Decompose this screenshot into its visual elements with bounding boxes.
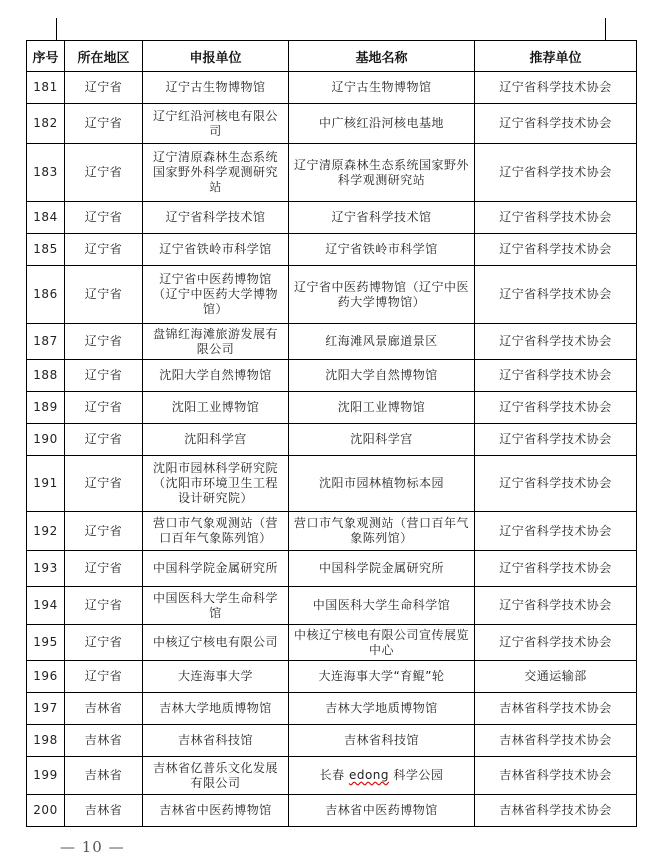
table-row (27, 512, 637, 551)
row-applicant: 吉林省中医药博物馆 (143, 795, 289, 827)
row-recommender: 辽宁省科学技术协会 (475, 360, 637, 392)
table-row (27, 725, 637, 757)
row-recommender: 辽宁省科学技术协会 (475, 104, 637, 144)
row-recommender: 辽宁省科学技术协会 (475, 625, 637, 661)
row-seq: 197 (27, 693, 65, 725)
base-list-table (26, 40, 637, 827)
row-region: 辽宁省 (65, 72, 143, 104)
row-region: 辽宁省 (65, 587, 143, 625)
table-row (27, 551, 637, 587)
row-applicant: 吉林省科技馆 (143, 725, 289, 757)
row-base: 吉林大学地质博物馆 (289, 693, 475, 725)
row-region: 辽宁省 (65, 551, 143, 587)
row-applicant: 沈阳市园林科学研究院（沈阳市环境卫生工程设计研究院） (143, 456, 289, 512)
row-recommender: 辽宁省科学技术协会 (475, 144, 637, 202)
row-applicant: 吉林省亿普乐文化发展有限公司 (143, 757, 289, 795)
header-base: 基地名称 (289, 41, 475, 72)
row-base: 辽宁清原森林生态系统国家野外科学观测研究站 (289, 144, 475, 202)
row-seq: 187 (27, 324, 65, 360)
row-base: 沈阳市园林植物标本园 (289, 456, 475, 512)
row-base: 沈阳科学宫 (289, 424, 475, 456)
row-applicant: 沈阳科学宫 (143, 424, 289, 456)
row-region: 辽宁省 (65, 234, 143, 266)
row-seq: 194 (27, 587, 65, 625)
row-recommender: 吉林省科学技术协会 (475, 725, 637, 757)
row-recommender: 辽宁省科学技术协会 (475, 266, 637, 324)
table-header-row (27, 41, 637, 72)
row-region: 辽宁省 (65, 266, 143, 324)
row-seq: 181 (27, 72, 65, 104)
row-recommender: 吉林省科学技术协会 (475, 757, 637, 795)
header-applicant: 申报单位 (143, 41, 289, 72)
base-suffix: 科学公园 (389, 768, 444, 782)
row-base (289, 757, 475, 795)
row-base: 吉林省科技馆 (289, 725, 475, 757)
header-recommender: 推荐单位 (475, 41, 637, 72)
table-row (27, 324, 637, 360)
table-row (27, 587, 637, 625)
row-base: 大连海事大学“育鲲”轮 (289, 661, 475, 693)
table-row (27, 693, 637, 725)
crop-mark-right (605, 18, 606, 40)
row-seq: 186 (27, 266, 65, 324)
row-applicant: 盘锦红海滩旅游发展有限公司 (143, 324, 289, 360)
row-seq: 195 (27, 625, 65, 661)
row-recommender: 吉林省科学技术协会 (475, 795, 637, 827)
row-base: 辽宁省中医药博物馆（辽宁中医药大学博物馆） (289, 266, 475, 324)
row-recommender: 辽宁省科学技术协会 (475, 587, 637, 625)
row-region: 辽宁省 (65, 104, 143, 144)
row-applicant: 中国医科大学生命科学馆 (143, 587, 289, 625)
table-row (27, 234, 637, 266)
row-region: 辽宁省 (65, 625, 143, 661)
table-row (27, 795, 637, 827)
row-base: 红海滩风景廊道景区 (289, 324, 475, 360)
row-applicant: 辽宁省科学技术馆 (143, 202, 289, 234)
row-recommender: 吉林省科学技术协会 (475, 693, 637, 725)
table-row (27, 202, 637, 234)
row-seq: 199 (27, 757, 65, 795)
row-recommender: 辽宁省科学技术协会 (475, 424, 637, 456)
row-recommender: 辽宁省科学技术协会 (475, 551, 637, 587)
spellcheck-marked-word: edong (348, 768, 390, 782)
row-base: 辽宁省铁岭市科学馆 (289, 234, 475, 266)
row-recommender: 辽宁省科学技术协会 (475, 324, 637, 360)
table-row (27, 456, 637, 512)
base-prefix: 长春 (319, 768, 349, 782)
row-base: 中国医科大学生命科学馆 (289, 587, 475, 625)
row-region: 辽宁省 (65, 360, 143, 392)
row-region: 辽宁省 (65, 202, 143, 234)
row-recommender: 辽宁省科学技术协会 (475, 512, 637, 551)
row-base: 中核辽宁核电有限公司宣传展览中心 (289, 625, 475, 661)
row-applicant: 辽宁省中医药博物馆（辽宁中医药大学博物馆） (143, 266, 289, 324)
table-row (27, 757, 637, 795)
row-base: 沈阳工业博物馆 (289, 392, 475, 424)
crop-mark-left (56, 18, 57, 40)
row-applicant: 中国科学院金属研究所 (143, 551, 289, 587)
row-recommender: 辽宁省科学技术协会 (475, 72, 637, 104)
row-seq: 189 (27, 392, 65, 424)
row-recommender: 交通运输部 (475, 661, 637, 693)
row-seq: 193 (27, 551, 65, 587)
table-row (27, 72, 637, 104)
row-base: 吉林省中医药博物馆 (289, 795, 475, 827)
row-seq: 185 (27, 234, 65, 266)
row-seq: 196 (27, 661, 65, 693)
row-applicant: 辽宁红沿河核电有限公司 (143, 104, 289, 144)
row-region: 辽宁省 (65, 424, 143, 456)
row-region: 吉林省 (65, 693, 143, 725)
row-region: 吉林省 (65, 757, 143, 795)
row-applicant: 辽宁省铁岭市科学馆 (143, 234, 289, 266)
row-applicant: 吉林大学地质博物馆 (143, 693, 289, 725)
row-applicant: 营口市气象观测站（营口百年气象陈列馆） (143, 512, 289, 551)
row-base: 辽宁古生物博物馆 (289, 72, 475, 104)
page-number: — 10 — (60, 838, 125, 856)
table-row (27, 625, 637, 661)
row-applicant: 辽宁清原森林生态系统国家野外科学观测研究站 (143, 144, 289, 202)
row-region: 辽宁省 (65, 661, 143, 693)
row-base: 中国科学院金属研究所 (289, 551, 475, 587)
row-recommender: 辽宁省科学技术协会 (475, 392, 637, 424)
row-seq: 192 (27, 512, 65, 551)
header-region: 所在地区 (65, 41, 143, 72)
row-base: 中广核红沿河核电基地 (289, 104, 475, 144)
table-row (27, 661, 637, 693)
row-recommender: 辽宁省科学技术协会 (475, 202, 637, 234)
row-seq: 184 (27, 202, 65, 234)
row-seq: 191 (27, 456, 65, 512)
table-row (27, 104, 637, 144)
row-seq: 190 (27, 424, 65, 456)
row-seq: 200 (27, 795, 65, 827)
row-region: 辽宁省 (65, 512, 143, 551)
row-region: 辽宁省 (65, 144, 143, 202)
row-seq: 198 (27, 725, 65, 757)
row-seq: 188 (27, 360, 65, 392)
row-recommender: 辽宁省科学技术协会 (475, 456, 637, 512)
header-seq: 序号 (27, 41, 65, 72)
table-row (27, 424, 637, 456)
row-applicant: 中核辽宁核电有限公司 (143, 625, 289, 661)
row-region: 吉林省 (65, 795, 143, 827)
table-row (27, 392, 637, 424)
row-region: 辽宁省 (65, 456, 143, 512)
row-base: 沈阳大学自然博物馆 (289, 360, 475, 392)
row-base: 营口市气象观测站（营口百年气象陈列馆） (289, 512, 475, 551)
table-row (27, 266, 637, 324)
row-region: 辽宁省 (65, 324, 143, 360)
row-seq: 183 (27, 144, 65, 202)
row-base: 辽宁省科学技术馆 (289, 202, 475, 234)
row-recommender: 辽宁省科学技术协会 (475, 234, 637, 266)
row-applicant: 辽宁古生物博物馆 (143, 72, 289, 104)
row-applicant: 沈阳工业博物馆 (143, 392, 289, 424)
row-applicant: 沈阳大学自然博物馆 (143, 360, 289, 392)
table-row (27, 144, 637, 202)
row-region: 吉林省 (65, 725, 143, 757)
row-region: 辽宁省 (65, 392, 143, 424)
row-applicant: 大连海事大学 (143, 661, 289, 693)
row-seq: 182 (27, 104, 65, 144)
table-row (27, 360, 637, 392)
